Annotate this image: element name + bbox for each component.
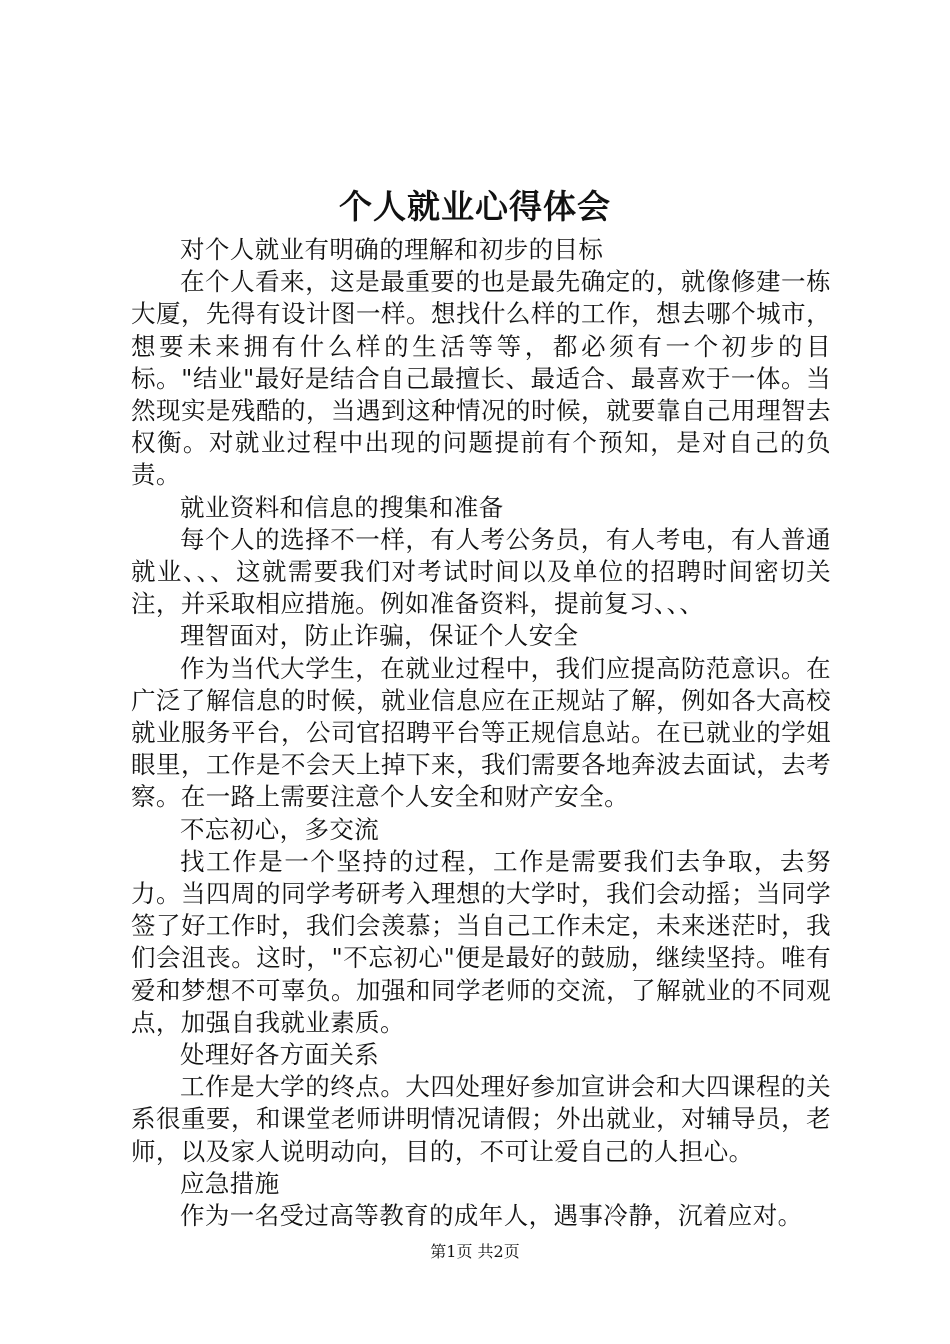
section-paragraph: 找工作是一个坚持的过程，工作是需要我们去争取，去努力。当四周的同学考研考入理想的大学时，我们会动摇；当同学签了好工作时，我们会羡慕；当自己工作未定，未来迷茫时，我们会沮丧。这时，"不忘初心"便是最好的鼓励，继续坚持。唯有爱和梦想不可辜负。加强和同学老师的交流，了解就业的不同观点，加强自我就业素质。 xyxy=(131,846,831,1037)
section-heading: 理智面对，防止诈骗，保证个人安全 xyxy=(180,621,579,651)
section-heading: 应急措施 xyxy=(180,1168,280,1198)
section-paragraph: 每个人的选择不一样，有人考公务员，有人考电，有人普通就业、、、这就需要我们对考试时间以及单位的招聘时间密切关注，并采取相应措施。例如准备资料，提前复习、、、 xyxy=(131,524,831,619)
page-number: 第1页 共2页 xyxy=(430,1242,520,1261)
document-body xyxy=(131,234,831,1232)
section-paragraph: 在个人看来，这是最重要的也是最先确定的，就像修建一栋大厦，先得有设计图一样。想找什么样的工作，想去哪个城市，想要未来拥有什么样的生活等等，都必须有一个初步的目标。"结业"最好是结合自己最擅长、最适合、最喜欢于一体。当然现实是残酷的，当遇到这种情况的时候，就要靠自己用理智去权衡。对就业过程中出现的问题提前有个预知，是对自己的负责。 xyxy=(131,267,831,490)
section-paragraph: 作为当代大学生，在就业过程中，我们应提高防范意识。在广泛了解信息的时候，就业信息应在正规站了解，例如各大高校就业服务平台，公司官招聘平台等正规信息站。在已就业的学姐眼里，工作是不会天上掉下来，我们需要各地奔波去面试，去考察。在一路上需要注意个人安全和财产安全。 xyxy=(131,653,831,812)
section-heading: 处理好各方面关系 xyxy=(180,1040,380,1070)
section-heading: 不忘初心，多交流 xyxy=(180,814,380,844)
document-title: 个人就业心得体会 xyxy=(339,187,611,226)
section-heading: 就业资料和信息的搜集和准备 xyxy=(180,492,504,522)
section-paragraph: 作为一名受过高等教育的成年人，遇事冷静，沉着应对。 xyxy=(180,1201,803,1231)
section-paragraph: 工作是大学的终点。大四处理好参加宣讲会和大四课程的关系很重要，和课堂老师讲明情况请假；外出就业，对辅导员，老师，以及家人说明动向，目的，不可让爱自己的人担心。 xyxy=(131,1072,831,1166)
section-heading: 对个人就业有明确的理解和初步的目标 xyxy=(180,235,604,264)
